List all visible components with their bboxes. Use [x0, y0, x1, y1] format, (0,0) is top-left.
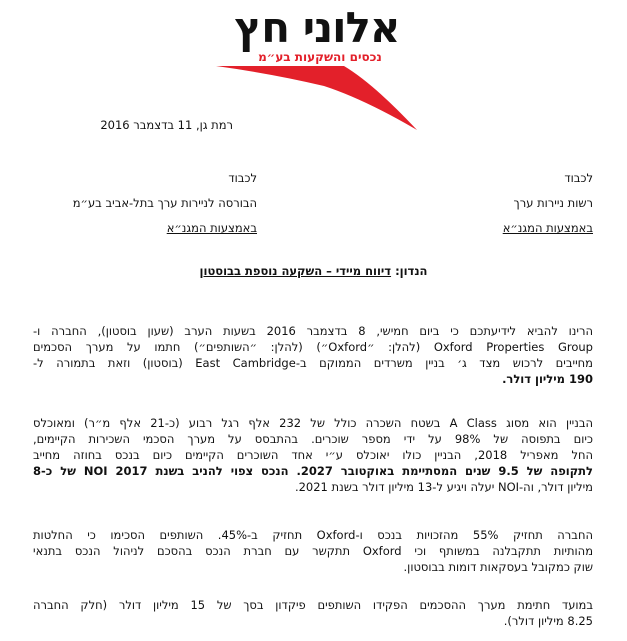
paragraph-line: מחייבים לרכוש מצד ג׳ בניין משרדים הממוקם ב-East Cambridge (בוסטון) וזאת בתמורה ל- — [33, 356, 593, 370]
addressee-left — [17, 166, 257, 241]
paragraph-line: 190 מיליון דולר. — [502, 372, 593, 386]
paragraph-line: שוק כמקובל בעסקאות דומות בבוסטון. — [403, 560, 593, 574]
paragraph-line: החברה תחזיק 55% מהזכויות בנכס ו-Oxford תחזיק ב-45%. השותפים הסכימו כי החלטות — [33, 528, 593, 542]
delivery-method: באמצעות המגנ״א — [166, 221, 257, 235]
paragraph-line: כיום בתפוסה של 98% על ידי מספר שוכרים. בהתבסס על מערך הסכמי השכירות הקיימים, — [33, 432, 593, 446]
subject-text: דיווח מיידי – השקעה נוספת בבוסטון — [199, 264, 392, 278]
logo-name: אלוני חץ — [234, 3, 400, 52]
paragraph-line: הרינו להביא לידיעתכם כי ביום חמישי, 8 בדצמבר 2016 בשעות הערב (שעון בוסטון), החברה ו- — [33, 324, 593, 338]
paragraph-line: במועד חתימת מערך ההסכמים הפקידו השותפים פיקדון בסך של 15 מיליון דולר (חלק החברה — [33, 598, 593, 612]
addressee-name: רשות ניירות ערך — [513, 196, 593, 210]
addressee-right — [373, 166, 593, 241]
paragraph-line: הבניין הוא מסוג A Class בשטח השכרה כולל של 232 אלף רגל רבוע (כ-21 אלף מ״ר) ומאוכלס — [33, 416, 593, 430]
paragraph-line: מהותיות תתקבלנה במשותף וכי Oxford תתקשר עם חברת הנכס בהסכם לניהול הנכס בתנאי — [33, 544, 594, 558]
company-logo — [214, 3, 420, 134]
document-date: רמת גן, 11 בדצמבר 2016 — [100, 118, 233, 132]
salutation: לכבוד — [228, 171, 257, 185]
logo-tagline: נכסים והשקעות בע״מ — [258, 50, 382, 64]
salutation: לכבוד — [564, 171, 593, 185]
paragraph-2 — [33, 415, 593, 495]
paragraph-line: לתקופה של 9.5 שנים המסתיימת באוקטובר 2027. הנכס צפוי להניב בשנת 2017 NOI של כ-8 — [33, 464, 593, 478]
subject-label: הנדון: — [395, 264, 428, 278]
paragraph-3 — [33, 527, 593, 575]
addressee-name: הבורסה לניירות ערך בתל-אביב בע״מ — [72, 196, 257, 210]
paragraph-1 — [33, 323, 593, 387]
paragraph-line: מיליון דולר, וה-NOI יעלה ויגיע ל-13 מיליון דולר בשנת 2021. — [294, 480, 593, 494]
paragraph-4 — [33, 597, 593, 629]
paragraph-line: 8.25 מיליון דולר). — [503, 614, 593, 628]
delivery-method: באמצעות המגנ״א — [502, 221, 593, 235]
paragraph-line: החל מאפריל 2018, הבניין כולו יאוכלס ע״י אחד השוכרים הקיימים כיום בנכס בחוזה מחייב — [33, 448, 594, 462]
logo-swoosh-icon — [214, 64, 420, 134]
paragraph-line: Oxford Properties Group (להלן: ״Oxford״) (להלן: ״השותפים״) חתמו על מערך הסכמים — [33, 340, 593, 354]
subject-line — [0, 264, 627, 278]
